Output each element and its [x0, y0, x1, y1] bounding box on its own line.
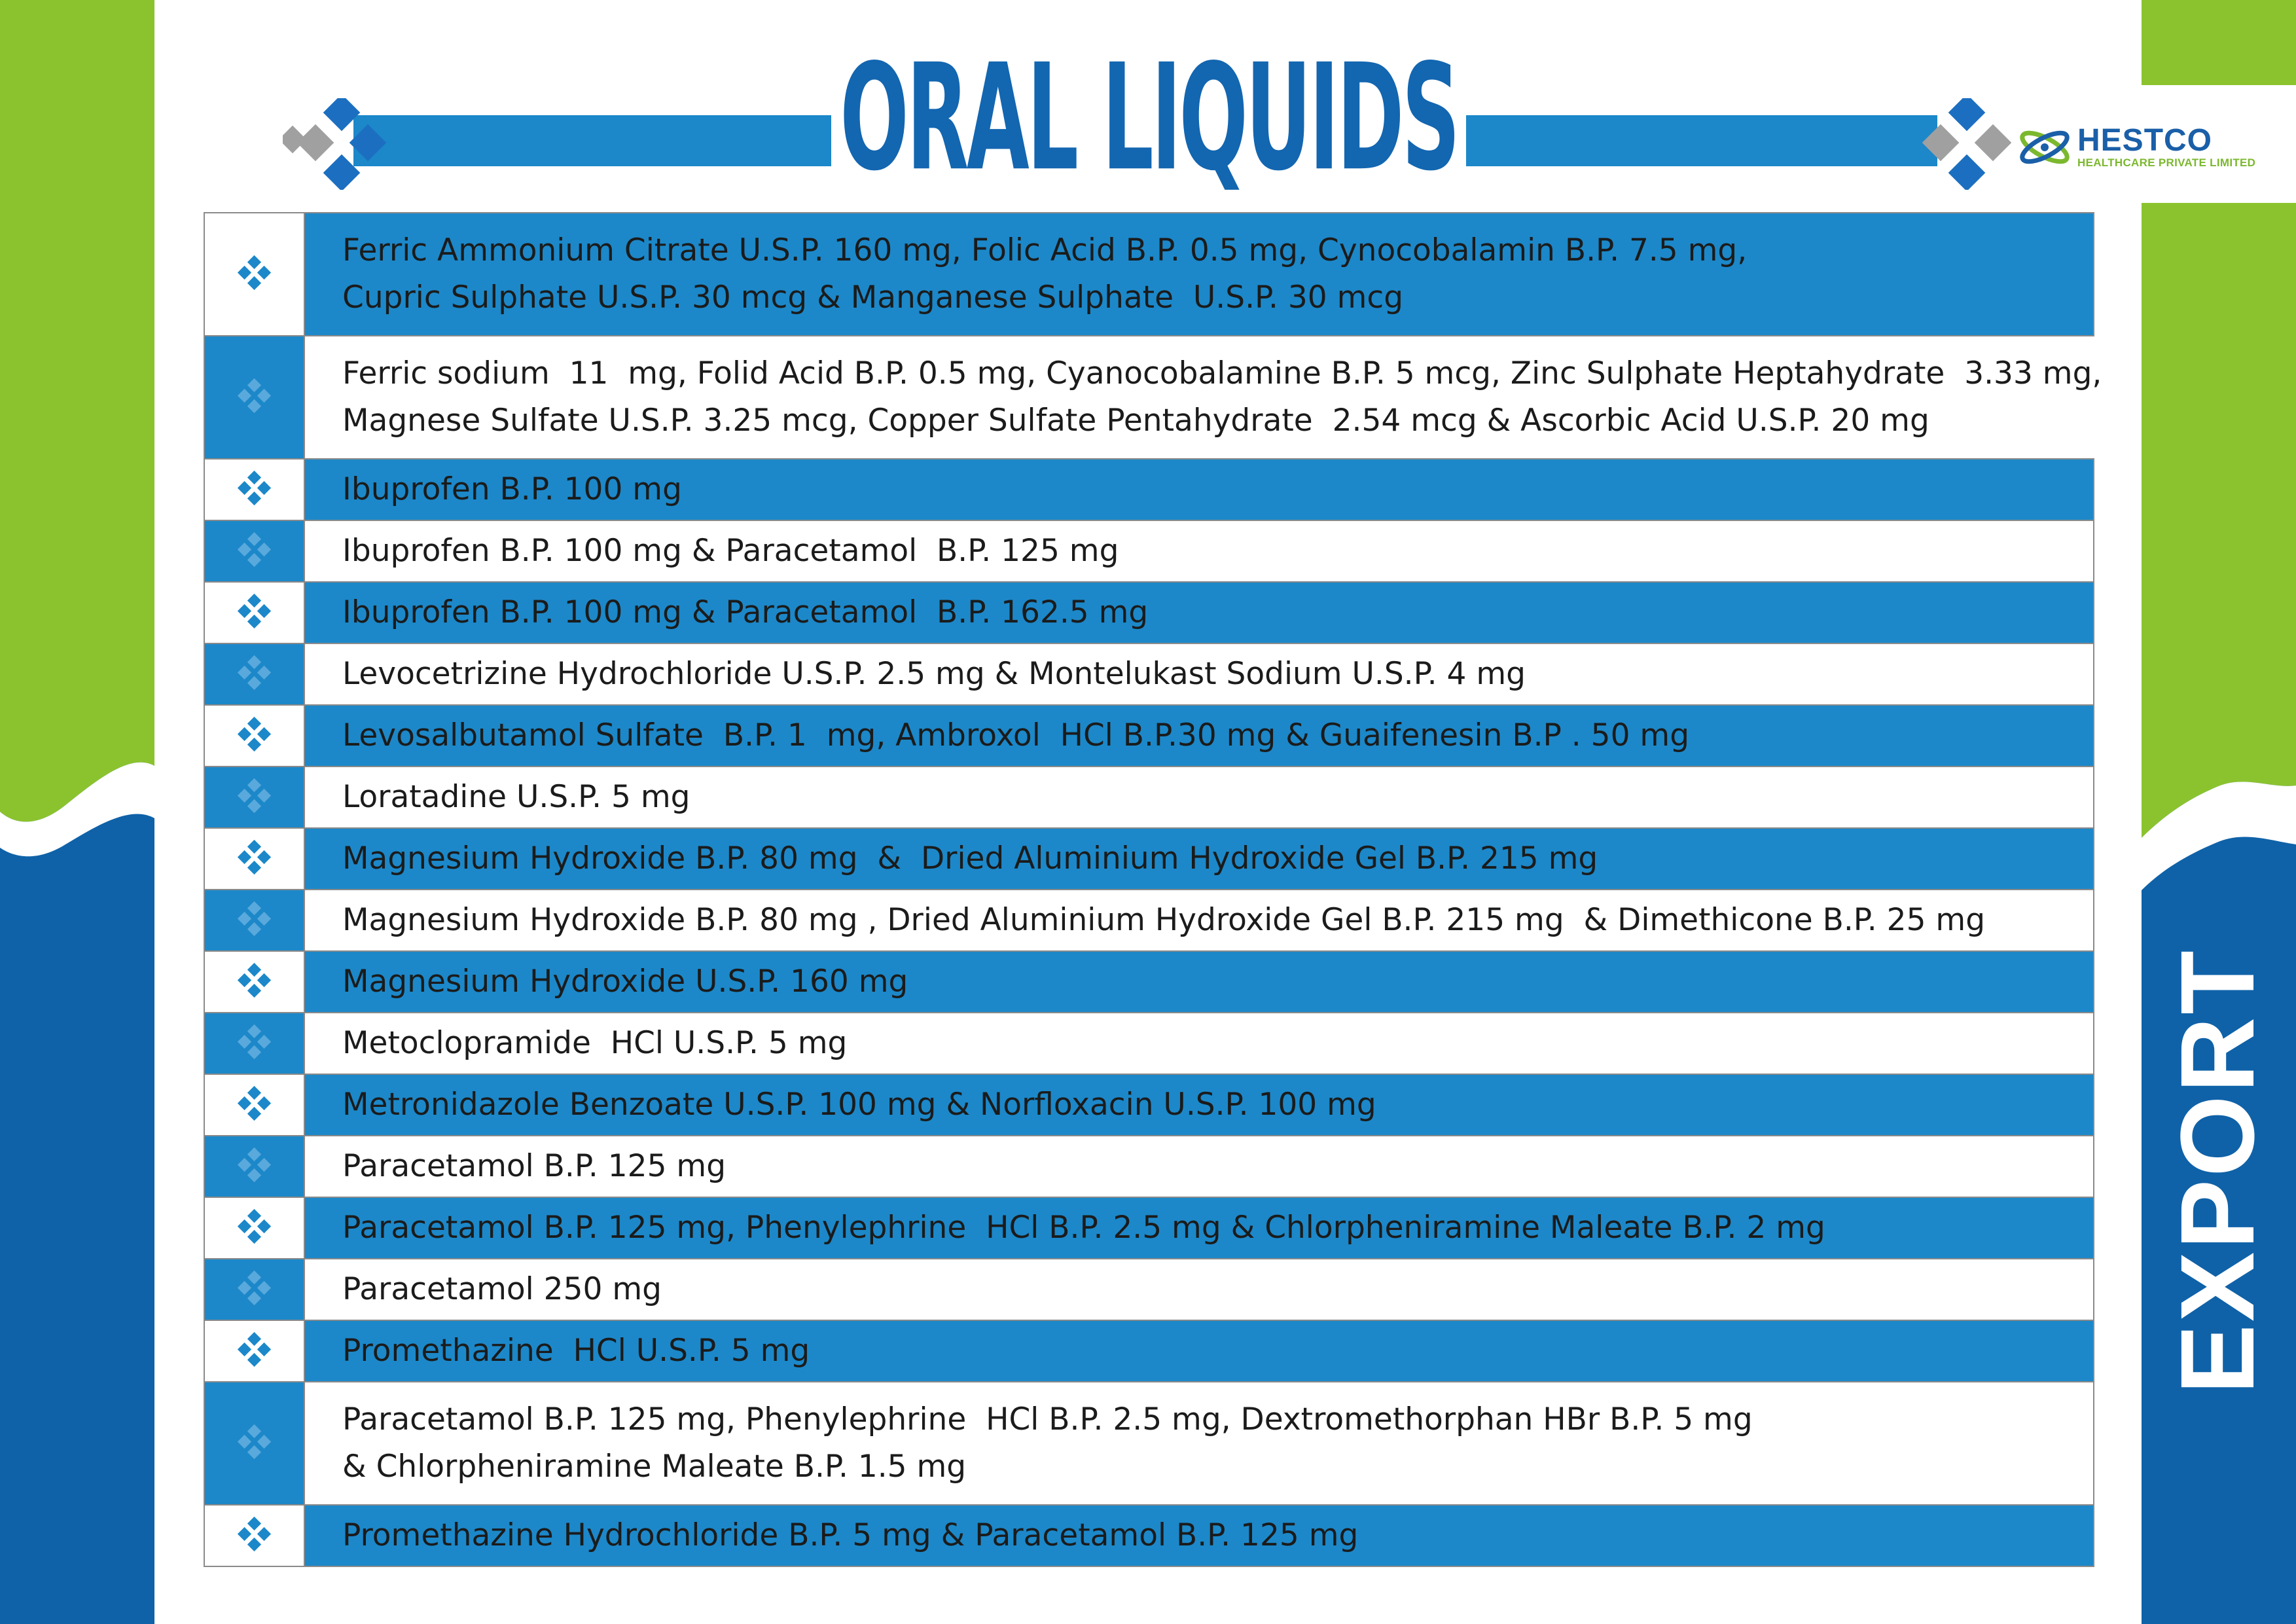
product-description [205, 890, 2093, 950]
product-row [205, 890, 2093, 952]
product-line: Promethazine Hydrochloride B.P. 5 mg & Paracetamol B.P. 125 mg [342, 1517, 1359, 1553]
product-line: Paracetamol 250 mg [342, 1271, 662, 1307]
four-diamond-bullet-icon [237, 717, 272, 755]
product-description [205, 583, 2093, 643]
four-diamond-bullet-icon [237, 1424, 272, 1463]
product-line: Magnesium Hydroxide B.P. 80 mg , Dried Aluminium Hydroxide Gel B.P. 215 mg & Dimethicone B.P. 25 mg [342, 902, 1986, 938]
product-row [205, 952, 2093, 1013]
product-line: Ferric sodium 11 mg, Folid Acid B.P. 0.5 mg, Cyanocobalamine B.P. 5 mcg, Zinc Sulphate Heptahydrate 3.33 mg, [342, 355, 2102, 391]
product-row [205, 521, 2093, 583]
product-line: Promethazine HCl U.S.P. 5 mg [342, 1333, 810, 1369]
product-row [205, 767, 2093, 829]
product-line: Ibuprofen B.P. 100 mg & Paracetamol B.P. 125 mg [342, 533, 1119, 569]
product-description [205, 213, 2093, 335]
bullet-cell [205, 952, 305, 1012]
left-side-panel [0, 0, 154, 1624]
four-diamond-bullet-icon [237, 1209, 272, 1248]
four-diamond-bullet-icon [237, 1271, 272, 1309]
bullet-cell [205, 460, 305, 520]
bullet-cell [205, 336, 305, 458]
product-description [205, 460, 2093, 520]
bullet-cell [205, 644, 305, 704]
four-diamond-bullet-icon [237, 655, 272, 694]
header-bar-right [1466, 115, 1937, 166]
bullet-cell [205, 767, 305, 827]
brand-name: HESTCO [2077, 123, 2213, 158]
product-description [205, 644, 2093, 704]
bullet-cell [205, 1075, 305, 1135]
product-table [204, 212, 2102, 1567]
four-diamond-bullet-icon [237, 1332, 272, 1371]
four-diamond-bullet-icon [237, 1517, 272, 1555]
product-line: Ibuprofen B.P. 100 mg [342, 471, 682, 507]
export-label: EXPORT [2159, 948, 2276, 1394]
product-description [205, 829, 2093, 889]
four-diamond-bullet-icon [237, 840, 272, 878]
four-diamond-bullet-icon [237, 471, 272, 509]
product-line: Ibuprofen B.P. 100 mg & Paracetamol B.P. 162.5 mg [342, 594, 1149, 630]
product-row [205, 1075, 2093, 1136]
product-line: Ferric Ammonium Citrate U.S.P. 160 mg, Folic Acid B.P. 0.5 mg, Cynocobalamin B.P. 7.5 mg, [342, 232, 1748, 268]
product-row [205, 336, 2102, 460]
bullet-cell [205, 1382, 305, 1504]
bullet-cell [205, 706, 305, 766]
bullet-cell [205, 1259, 305, 1320]
diamond-cluster-icon [283, 98, 394, 190]
brand-tagline: HEALTHCARE PRIVATE LIMITED [2077, 156, 2256, 169]
product-line: Paracetamol B.P. 125 mg, Phenylephrine HCl B.P. 2.5 mg, Dextromethorphan HBr B.P. 5 mg [342, 1401, 1753, 1437]
bullet-cell [205, 583, 305, 643]
product-line: Metoclopramide HCl U.S.P. 5 mg [342, 1025, 848, 1061]
bullet-cell [205, 213, 305, 335]
product-row [205, 644, 2093, 706]
product-row [205, 1382, 2093, 1506]
product-description [205, 336, 2102, 458]
product-row [205, 1259, 2093, 1321]
product-description [205, 952, 2093, 1012]
product-row [205, 829, 2093, 890]
bullet-cell [205, 1321, 305, 1381]
product-description [205, 1259, 2093, 1320]
four-diamond-bullet-icon [237, 594, 272, 632]
product-description [205, 1075, 2093, 1135]
product-row [205, 1136, 2093, 1198]
molecule-logo-icon [2016, 121, 2073, 173]
four-diamond-bullet-icon [237, 778, 272, 817]
bullet-cell [205, 1013, 305, 1074]
diamond-cluster-icon [1908, 98, 2019, 190]
product-line: Magnese Sulfate U.S.P. 3.25 mcg, Copper Sulfate Pentahydrate 2.54 mcg & Ascorbic Acid U.S.P. 20 mg [342, 403, 1929, 439]
four-diamond-bullet-icon [237, 1024, 272, 1063]
bullet-cell [205, 1506, 305, 1566]
four-diamond-bullet-icon [237, 378, 272, 417]
product-line: Levosalbutamol Sulfate B.P. 1 mg, Ambroxol HCl B.P.30 mg & Guaifenesin B.P . 50 mg [342, 717, 1690, 753]
product-row [205, 1198, 2093, 1259]
brand-logo [2016, 115, 2265, 180]
product-line: Paracetamol B.P. 125 mg [342, 1148, 726, 1184]
four-diamond-bullet-icon [237, 963, 272, 1001]
product-row [205, 1013, 2093, 1075]
product-description [205, 706, 2093, 766]
bullet-cell [205, 1198, 305, 1258]
product-row [205, 460, 2093, 521]
product-description [205, 521, 2093, 581]
bullet-cell [205, 829, 305, 889]
bullet-cell [205, 521, 305, 581]
product-row [205, 706, 2093, 767]
product-description [205, 1382, 2093, 1504]
header-bar-left [353, 115, 831, 166]
product-row [205, 1321, 2093, 1382]
product-row [205, 213, 2093, 336]
product-row [205, 583, 2093, 644]
product-description [205, 1136, 2093, 1197]
four-diamond-bullet-icon [237, 1147, 272, 1186]
product-line: & Chlorpheniramine Maleate B.P. 1.5 mg [342, 1449, 967, 1485]
product-line: Cupric Sulphate U.S.P. 30 mcg & Manganese Sulphate U.S.P. 30 mcg [342, 280, 1404, 316]
product-description [205, 1506, 2093, 1566]
bullet-cell [205, 1136, 305, 1197]
page-title: ORAL LIQUIDS [839, 46, 1458, 190]
four-diamond-bullet-icon [237, 532, 272, 571]
four-diamond-bullet-icon [237, 901, 272, 940]
product-row [205, 1506, 2093, 1567]
product-description [205, 1013, 2093, 1074]
product-description [205, 767, 2093, 827]
product-description [205, 1321, 2093, 1381]
product-line: Magnesium Hydroxide B.P. 80 mg & Dried Aluminium Hydroxide Gel B.P. 215 mg [342, 840, 1598, 876]
page-title-container [818, 46, 1479, 190]
bullet-cell [205, 890, 305, 950]
product-description [205, 1198, 2093, 1258]
product-line: Magnesium Hydroxide U.S.P. 160 mg [342, 964, 908, 1000]
product-line: Levocetrizine Hydrochloride U.S.P. 2.5 mg & Montelukast Sodium U.S.P. 4 mg [342, 656, 1526, 692]
four-diamond-bullet-icon [237, 255, 272, 294]
four-diamond-bullet-icon [237, 1086, 272, 1125]
product-line: Metronidazole Benzoate U.S.P. 100 mg & Norfloxacin U.S.P. 100 mg [342, 1087, 1376, 1123]
product-line: Loratadine U.S.P. 5 mg [342, 779, 691, 815]
product-line: Paracetamol B.P. 125 mg, Phenylephrine HCl B.P. 2.5 mg & Chlorpheniramine Maleate B.P. 2 mg [342, 1210, 1825, 1246]
